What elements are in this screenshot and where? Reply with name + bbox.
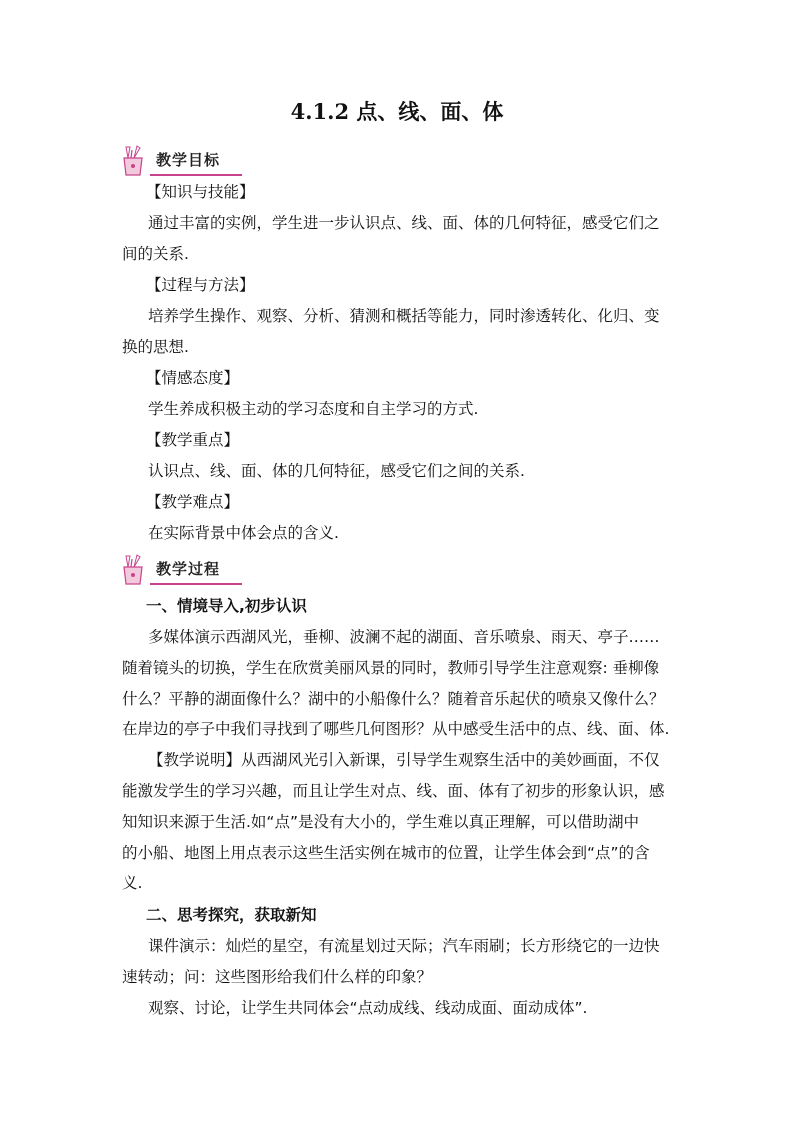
heading-part2: 二、思考探究，获取新知 [146,906,317,924]
heading-emotion: 【情感态度】 [146,369,240,387]
paragraph-scenario [122,622,682,899]
section-label: 教学过程 [156,560,221,578]
text-line: 随着镜头的切换，学生在欣赏美丽风景的同时，教师引导学生注意观察: 垂柳像 [122,658,660,677]
text-line: 通过丰富的实例，学生进一步认识点、线、面、体的几何特征，感受它们之 [148,214,660,232]
heading-method: 【过程与方法】 [146,276,255,294]
text-line: 什么？平静的湖面像什么？湖中的小船像什么？随着音乐起伏的喷泉又像什么？ [122,689,665,708]
text-line: 观察、讨论，让学生共同体会“点动成线、线动成面、面动成体”. [148,998,588,1017]
text-line: 间的关系. [122,244,189,263]
text-line: 义. [122,874,143,893]
text-line: 换的思想. [122,337,189,356]
heading-key: 【教学重点】 [146,431,240,449]
paragraph-knowledge [122,208,682,270]
heading-knowledge: 【知识与技能】 [146,183,255,201]
text-line: 的小船、地图上用点表示这些生活实例在城市的位置，让学生体会到“点”的含 [122,843,650,862]
text-line: 多媒体演示西湖风光，垂柳、波澜不起的湖面、音乐喷泉、雨天、亭子…… [148,628,660,646]
pencil-cup-icon [116,553,150,587]
pencil-cup-icon [116,144,150,178]
text-line: 能激发学生的学习兴趣，而且让学生对点、线、面、体有了初步的形象认识，感 [122,781,665,800]
heading-difficult: 【教学难点】 [146,493,240,511]
text-line: 在岸边的亭子中我们寻找到了哪些几何图形？从中感受生活中的点、线、面、体. [122,720,670,739]
section-label: 教学目标 [156,151,221,169]
heading-part1: 一、情境导入,初步认识 [146,597,307,615]
text-line: 认识点、线、面、体的几何特征，感受它们之间的关系. [148,462,525,480]
paragraph-method [122,301,682,363]
text-line: 【教学说明】从西湖风光引入新课，引导学生观察生活中的美妙画面，不仅 [148,751,660,770]
page-title: 4.1.2 点、线、面、体 [290,99,504,124]
text-line: 课件演示：灿烂的星空，有流星划过天际；汽车雨刷；长方形绕它的一边快 [148,937,660,955]
section-underline [150,174,242,176]
text-line: 在实际背景中体会点的含义. [148,524,339,542]
section-underline [150,583,242,585]
text-line: 学生养成积极主动的学习态度和自主学习的方式. [148,400,479,418]
text-line: 知知识来源于生活.如“点”是没有大小的，学生难以真正理解，可以借助湖中 [122,812,639,831]
section-banner-process [116,553,242,587]
text-line: 速转动；问：这些图形给我们什么样的印象？ [122,967,433,986]
section-banner-goals [116,144,242,178]
paragraph-explore [122,931,682,1023]
text-line: 培养学生操作、观察、分析、猜测和概括等能力，同时渗透转化、化归、变 [148,307,660,325]
